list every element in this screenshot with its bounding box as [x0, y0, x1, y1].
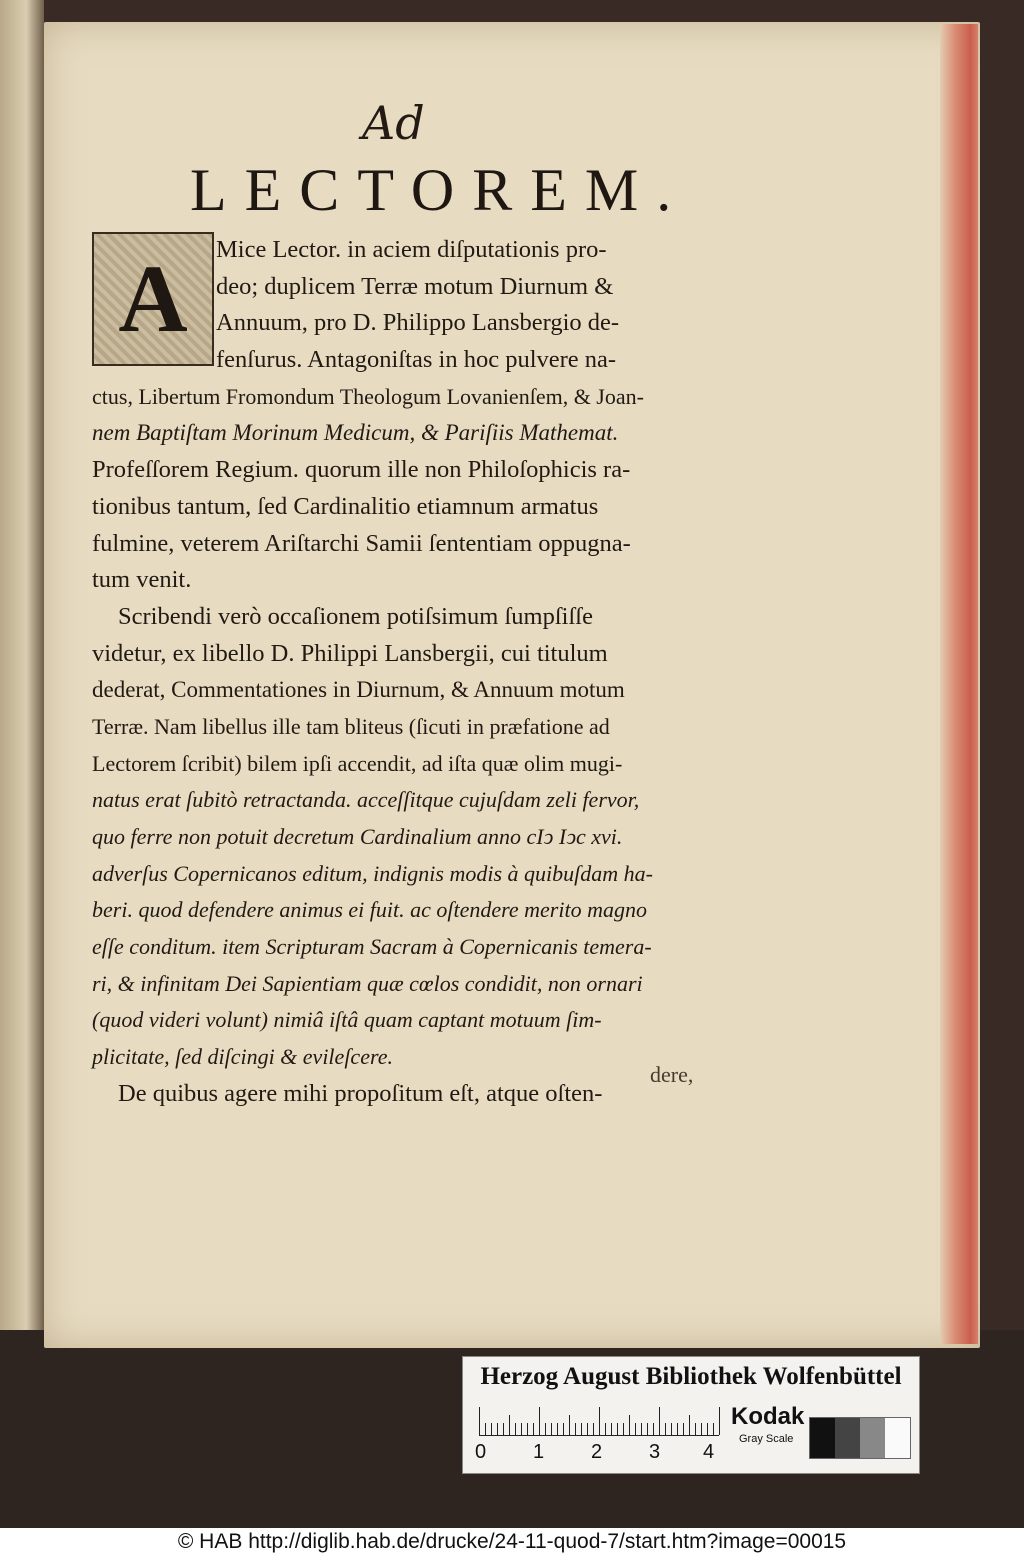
text-line: quo ferre non potuit decretum Cardinalium anno cIↄ Iↄc xvi. [92, 824, 623, 849]
ruler-tick [695, 1423, 696, 1435]
ruler-tick [647, 1423, 648, 1435]
text-line: nem Baptiſtam Morinum Medicum, & Pariſiis Mathemat. [92, 420, 619, 446]
ruler-tick [557, 1423, 558, 1435]
red-page-edge [940, 24, 978, 1344]
ruler-tick [623, 1423, 624, 1435]
ruler-tick [479, 1407, 480, 1435]
body-text [92, 232, 742, 1113]
ruler-tick [707, 1423, 708, 1435]
text-line: Annuum, pro D. Philippo Lansbergio de- [216, 309, 620, 337]
text-line: beri. quod defendere animus ei fuit. ac oſtendere merito magno [92, 897, 647, 923]
ruler-tick [587, 1423, 588, 1435]
ruler-tick [719, 1407, 720, 1435]
ruler-tick [563, 1423, 564, 1435]
ruler-tick [599, 1407, 600, 1435]
ruler-tick [671, 1423, 672, 1435]
ruler-tick [551, 1423, 552, 1435]
ruler-number: 1 [533, 1441, 545, 1463]
ruler-tick [569, 1415, 570, 1435]
facing-page-edge [0, 0, 44, 1330]
heading-lectorem: LECTOREM. [190, 157, 690, 223]
gray-scale-label: Gray Scale [739, 1433, 794, 1445]
text-line: plicitate, ſed diſcingi & evileſcere. [92, 1044, 393, 1070]
ruler-tick [545, 1423, 546, 1435]
heading-ad: Ad [362, 96, 425, 150]
text-line: tum venit. [92, 566, 192, 594]
text-line: (quod videri volunt) nimiâ iſtâ quam captant motuum ſim- [92, 1007, 602, 1033]
ruler-tick [629, 1415, 630, 1435]
ruler-tick [653, 1423, 654, 1435]
text-line: eſſe conditum. item Scripturam Sacram à Copernicanis temera- [92, 934, 652, 960]
ruler-number: 3 [649, 1441, 661, 1463]
text-line: De quibus agere mihi propoſitum eſt, atque oſten- [118, 1079, 603, 1107]
text-line: videtur, ex libello D. Philippi Lansbergii, cui titulum [92, 639, 608, 667]
ruler-tick [485, 1423, 486, 1435]
catchword: dere, [650, 1062, 694, 1087]
ruler-tick [641, 1423, 642, 1435]
gray-swatch [885, 1418, 910, 1458]
ruler-tick [491, 1423, 492, 1435]
ruler-tick [593, 1423, 594, 1435]
text-line: Profeſſorem Regium. quorum ille non Philoſophicis ra- [92, 456, 631, 484]
ruler-tick [659, 1407, 660, 1435]
kodak-brand: Kodak [731, 1403, 805, 1430]
measure-ruler [479, 1405, 719, 1436]
ruler-tick [713, 1423, 714, 1435]
ruler-tick [665, 1423, 666, 1435]
text-line: ri, & infinitam Dei Sapientiam quæ cœlos condidit, non ornari [92, 970, 643, 996]
text-line: Terræ. Nam libellus ille tam bliteus (ſicuti in præfatione ad [92, 713, 610, 739]
library-label [462, 1356, 920, 1474]
gray-swatch [810, 1418, 835, 1458]
text-line: adverſus Copernicanos editum, indignis modis à quibuſdam ha- [92, 860, 653, 886]
text-line: fulmine, veterem Ariſtarchi Samii ſententiam oppugna- [92, 529, 631, 557]
text-line: Lectorem ſcribit) bilem ipſi accendit, ad iſta quæ olim mugi- [92, 750, 623, 776]
text-line: fenſurus. Antagoniſtas in hoc pulvere na- [216, 346, 617, 374]
ruler-tick [509, 1415, 510, 1435]
gray-swatch [835, 1418, 860, 1458]
ruler-tick [689, 1415, 690, 1435]
ruler-tick [581, 1423, 582, 1435]
copyright-footer: © HAB http://diglib.hab.de/drucke/24-11-quod-7/start.htm?image=00015 [0, 1528, 1024, 1556]
ruler-number: 2 [591, 1441, 603, 1463]
ruler-tick [635, 1423, 636, 1435]
ruler-tick [605, 1423, 606, 1435]
ruler-tick [677, 1423, 678, 1435]
text-line: tionibus tantum, ſed Cardinalitio etiamnum armatus [92, 492, 599, 520]
text-line: dederat, Commentationes in Diurnum, & Annuum motum [92, 677, 625, 703]
ruler-number: 0 [475, 1441, 487, 1463]
text-line: natus erat ſubitò retractanda. acceſſitque cujuſdam zeli fervor, [92, 787, 640, 813]
ruler-tick [521, 1423, 522, 1435]
ruler-tick [497, 1423, 498, 1435]
text-line: Mice Lector. in aciem diſputationis pro- [216, 236, 607, 263]
library-name: Herzog August Bibliothek Wolfenbüttel [480, 1363, 902, 1390]
text-line: Scribendi verò occaſionem potiſsimum ſumpſiſſe [118, 602, 593, 630]
ruler-tick [701, 1423, 702, 1435]
ruler-tick [575, 1423, 576, 1435]
text-line: deo; duplicem Terræ motum Diurnum & [216, 272, 614, 300]
ruler-tick [539, 1407, 540, 1435]
ruler-tick [533, 1423, 534, 1435]
gray-swatch [860, 1418, 885, 1458]
ruler-tick [527, 1423, 528, 1435]
text-line: ctus, Libertum Fromondum Theologum Lovanienſem, & Joan- [92, 383, 644, 409]
ruler-tick [611, 1423, 612, 1435]
ruler-number: 4 [703, 1441, 715, 1463]
ruler-tick [515, 1423, 516, 1435]
ruler-tick [683, 1423, 684, 1435]
gray-scale-swatches [809, 1417, 911, 1459]
ruler-tick [503, 1423, 504, 1435]
initial-letter: A [118, 245, 188, 352]
ruler-tick [617, 1423, 618, 1435]
